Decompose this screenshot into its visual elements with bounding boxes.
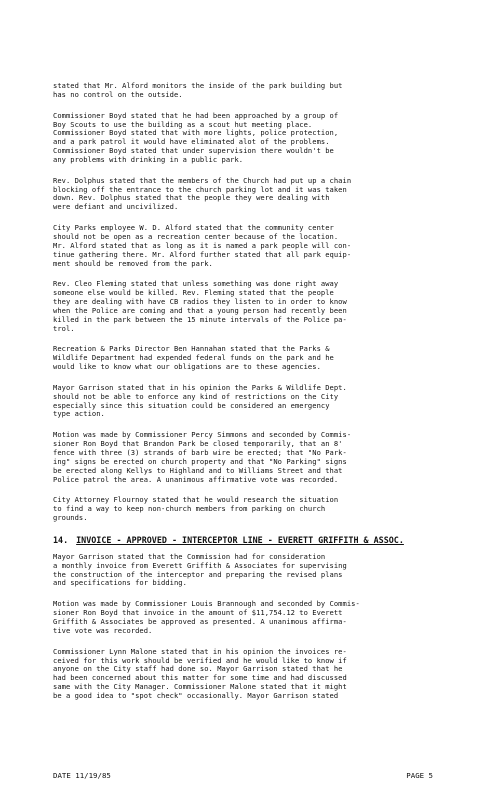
paragraph-alford-monitors: stated that Mr. Alford monitors the inside of the park building but has no control on the outside. <box>53 81 343 99</box>
paragraph-garrison-opinion: Mayor Garrison stated that in his opinion the Parks & Wildlife Dept. should not be able to enforce any kind of restrictions on the City especially since this situation could be considered an emergency type action. <box>53 382 347 419</box>
paragraph-flournoy: City Attorney Flournoy stated that he would research the situation to find a way to keep non-church members from parking on church grounds. <box>53 495 339 523</box>
section-heading <box>53 535 457 545</box>
paragraph-boyd-scouts: Commissioner Boyd stated that he had been approached by a group of Boy Scouts to use the building as a scout hut meeting place. Commissioner Boyd stated that with more lights, police protection, and a park patrol it would have eliminated alot of the problems. Commissioner Boyd stated that under supervision there wouldn't be any problems with drinking in a public park. <box>53 110 339 164</box>
paragraph-dolphus-chain: Rev. Dolphus stated that the members of the Church had put up a chain blocking off the entrance to the church parking lot and it was taken down. Rev. Dolphus stated that the people they were dealing with were defiant and uncivilized. <box>53 175 352 212</box>
footer-date: DATE 11/19/85 <box>53 771 111 780</box>
paragraph-motion-invoice: Motion was made by Commissioner Louis Brannough and seconded by Commis- sioner Ron Boyd that invoice in the amount of $11,754.12 to Everett Griffith & Associates be approved as presented. A unanimous affirma- tive vote was recorded. <box>53 599 360 635</box>
footer-page-number: PAGE 5 <box>406 771 433 780</box>
section-title: INVOICE - APPROVED - INTERCEPTOR LINE - EVERETT GRIFFITH & ASSOC. <box>76 534 404 545</box>
paragraph-malone: Commissioner Lynn Malone stated that in his opinion the invoices re- ceived for this work should be verified and he would like to know if anyone on the City staff had done so. Mayor Garrison stated that he had been concerned about this matter for some time and had discussed same with the City Manager. Commissioner Malone stated that it might be a good idea to "spot check" occasionally. Mayor Garrison stated <box>53 646 347 700</box>
paragraph-hannahan: Recreation & Parks Director Ben Hannahan stated that the Parks & Wildlife Department had expended federal funds on the park and he would like to know what our obligations are to these agencies. <box>53 344 334 372</box>
paragraph-fleming: Rev. Cleo Fleming stated that unless something was done right away someone else would be killed. Rev. Fleming stated that the people they are dealing with have CB radios they listen to in order to know when the Police are coming and that a young person had recently been killed in the park between the 15 minute intervals of the Police pa- trol. <box>53 279 347 333</box>
paragraph-invoice-consideration: Mayor Garrison stated that the Commission had for consideration a monthly invoice from Everett Griffith & Associates for supervising the construction of the interceptor and preparing the revised plans and specifications for bidding. <box>53 551 347 588</box>
section-number: 14. <box>53 534 69 545</box>
page-footer <box>53 771 433 780</box>
paragraph-motion-close-park: Motion was made by Commissioner Percy Simmons and seconded by Commis- sioner Ron Boyd that Brandon Park be closed temporarily, that an 8' fence with three (3) strands of barb wire be erected; that "No Park- ing" signs be erected on church property and that "No Parking" signs be erected along Kellys to Highland and to Williams Street and that Police patrol the area. A unanimous affirmative vote was recorded. <box>53 430 352 484</box>
paragraph-alford-community-center: City Parks employee W. D. Alford stated that the community center should not be open as a recreation center because of the location. Mr. Alford stated that as long as it is named a park people will con- tinue gathering there. Mr. Alford further stated that all park equip- ment should be removed from the park. <box>53 223 352 268</box>
